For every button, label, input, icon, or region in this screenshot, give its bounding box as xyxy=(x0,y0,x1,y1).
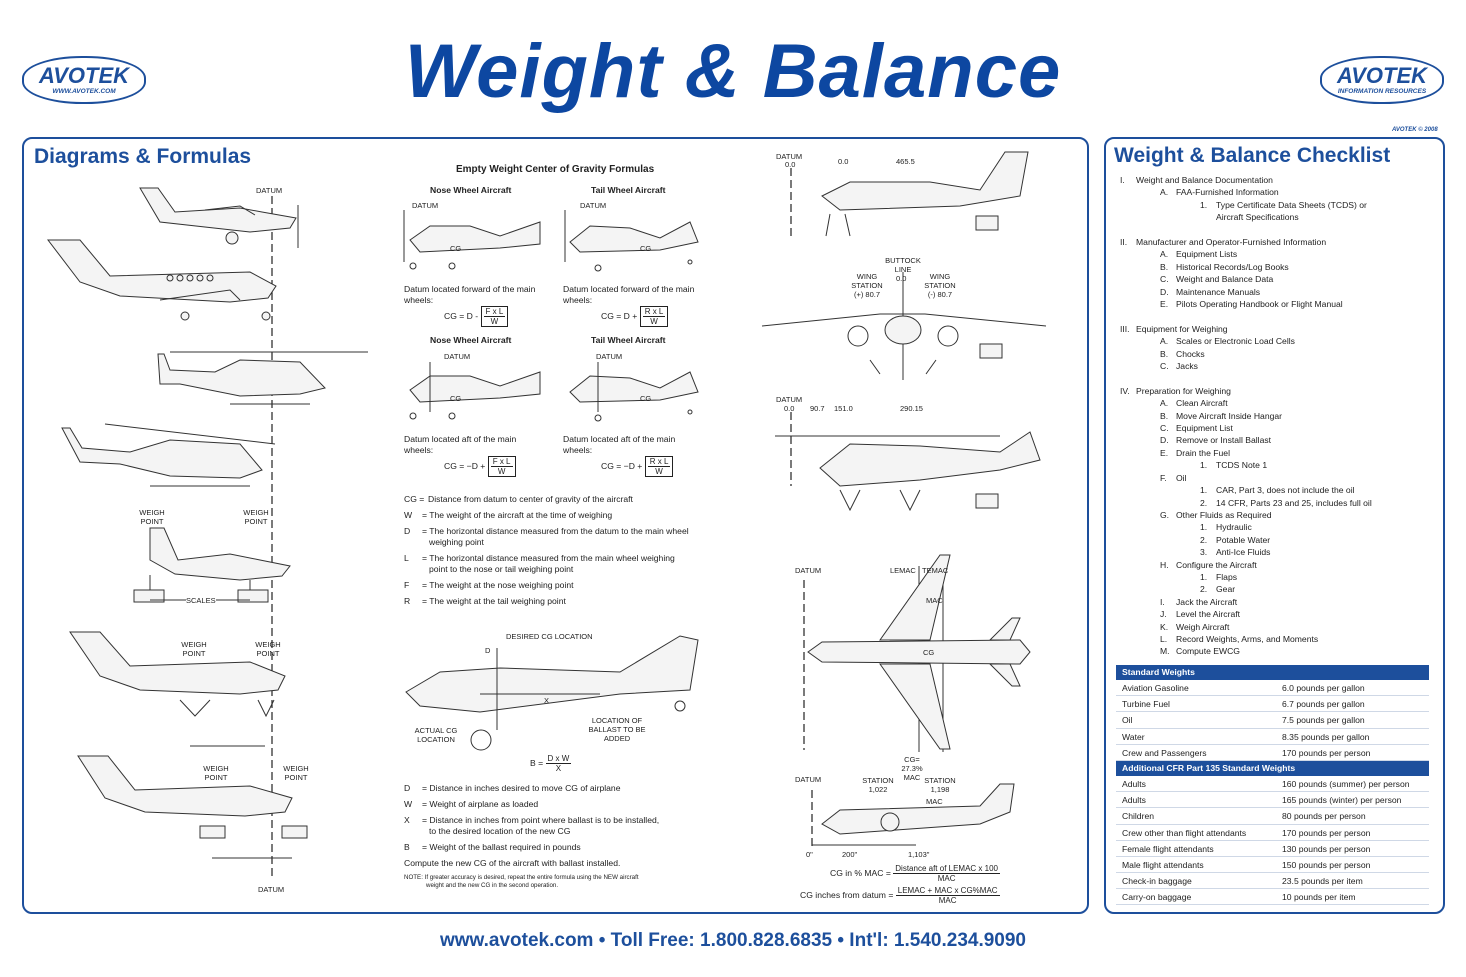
checklist-item xyxy=(1120,509,1440,521)
weight-value: 10 pounds per item xyxy=(1282,892,1356,903)
weights-table-row xyxy=(1116,712,1429,728)
checklist-item-text: Type Certificate Data Sheets (TCDS) or xyxy=(1216,199,1367,210)
nose-aft-formula: CG = −D + $\frac{\text{F x L}}{W}$ xyxy=(444,456,516,477)
wing-station-left: WING STATION (+) 80.7 xyxy=(851,272,883,299)
definition-row: W = Weight of airplane as loaded xyxy=(404,799,539,809)
axis-label: 200" xyxy=(842,850,858,859)
weight-value: 160 pounds (summer) per person xyxy=(1282,778,1410,789)
checklist-item-number: M. xyxy=(1160,646,1170,657)
cg-label: CG xyxy=(640,244,652,253)
ballast-location-label: LOCATION OF BALLAST TO BE ADDED xyxy=(588,716,646,743)
tail-aft-formula: CG = −D + $\frac{\text{R x L}}{W}$ xyxy=(601,456,673,477)
definition-row: point to the nose or tail weighing point xyxy=(429,564,574,574)
weights-table-row xyxy=(1116,696,1429,712)
checklist-item xyxy=(1120,174,1440,186)
weight-item: Adults xyxy=(1122,795,1146,806)
checklist-item-number: C. xyxy=(1160,361,1169,372)
checklist-item-text: Potable Water xyxy=(1216,534,1271,545)
copyright: AVOTEK © 2008 xyxy=(1392,127,1438,133)
checklist-item-number: 1. xyxy=(1200,199,1208,210)
checklist-item-number: 2. xyxy=(1200,497,1208,508)
checklist-item xyxy=(1120,645,1440,657)
tail-wheel-heading: Tail Wheel Aircraft xyxy=(591,335,666,345)
compute-note: Compute the new CG of the aircraft with ballast installed. xyxy=(404,858,621,868)
nose-wheel-heading: Nose Wheel Aircraft xyxy=(430,185,512,195)
mac-label: MAC xyxy=(926,797,943,806)
checklist-item xyxy=(1120,211,1440,223)
checklist-item xyxy=(1120,459,1440,471)
checklist-item xyxy=(1120,397,1440,409)
station-label: 0.0 xyxy=(785,160,796,169)
checklist-item-number: K. xyxy=(1160,621,1169,632)
station-label: 290.15 xyxy=(900,404,923,413)
checklist-item-number: C. xyxy=(1160,423,1169,434)
checklist-item xyxy=(1120,521,1440,533)
cg-label: CG xyxy=(450,394,462,403)
checklist-item-text: Anti-Ice Fluids xyxy=(1216,547,1271,558)
checklist-item-text: Equipment Lists xyxy=(1176,249,1238,260)
tail-fwd-formula: CG = D + $\frac{\text{R x L}}{W}$ xyxy=(601,306,668,327)
checklist-item xyxy=(1120,261,1440,273)
weigh-point-label: WEIGH POINT xyxy=(203,764,229,782)
checklist-item-number: A. xyxy=(1160,398,1169,409)
checklist-item xyxy=(1120,199,1440,211)
checklist-item-number: D. xyxy=(1160,286,1169,297)
checklist-item-number: L. xyxy=(1160,633,1168,644)
checklist-item-text: Record Weights, Arms, and Moments xyxy=(1176,633,1319,644)
weight-value: 170 pounds per person xyxy=(1282,827,1371,838)
taildragger-on-scales-illustration xyxy=(134,528,290,602)
cg-label: CG xyxy=(450,244,462,253)
helicopter-illustration xyxy=(62,424,275,486)
tail-wheel-heading: Tail Wheel Aircraft xyxy=(591,185,666,195)
checklist-item-number: A. xyxy=(1160,249,1169,260)
weights-table-row xyxy=(1116,857,1429,873)
tail-wheel-aircraft-illustration xyxy=(570,362,698,421)
checklist-item xyxy=(1120,497,1440,509)
datum-label: DATUM xyxy=(776,152,803,161)
checklist-item-text: Move Aircraft Inside Hangar xyxy=(1176,410,1283,421)
station-label: 90.7 xyxy=(810,404,825,413)
diagrams-title: Diagrams & Formulas xyxy=(34,145,252,168)
definitions-list xyxy=(404,494,724,612)
checklist-item-text: Remove or Install Ballast xyxy=(1176,435,1272,446)
checklist-item-number: B. xyxy=(1160,410,1169,421)
checklist-item-number: III. xyxy=(1120,323,1130,334)
fwd-datum-text: Datum located forward of the main wheels: xyxy=(404,284,536,305)
weight-item: Crew and Passengers xyxy=(1122,747,1207,758)
weigh-point-label: WEIGH POINT xyxy=(243,508,269,526)
weight-item: Male flight attendants xyxy=(1122,859,1204,870)
checklist-item-number: A. xyxy=(1160,187,1169,198)
weights-table-row xyxy=(1116,808,1429,824)
definition-row: F = The weight at the nose weighing point xyxy=(404,580,574,590)
checklist-item-text: Configure the Aircraft xyxy=(1176,559,1257,570)
checklist-item-number: 1. xyxy=(1200,485,1208,496)
checklist-item-text: Maintenance Manuals xyxy=(1176,286,1261,297)
checklist-item xyxy=(1120,434,1440,446)
station-label: 465.5 xyxy=(896,157,915,166)
weight-item: Water xyxy=(1122,731,1145,742)
checklist-item-text: Preparation for Weighing xyxy=(1136,385,1231,396)
nose-wheel-aircraft-illustration xyxy=(410,362,540,419)
standard-weights-header: Standard Weights xyxy=(1116,665,1429,680)
nose-fwd-formula: CG = D - $\frac{\text{F x L}}{W}$ xyxy=(444,306,508,327)
checklist-item-text: Other Fluids as Required xyxy=(1176,509,1272,520)
checklist-item-number: IV. xyxy=(1120,385,1130,396)
definition-row: D = Distance in inches desired to move CG of airplane xyxy=(404,783,621,793)
checklist-item xyxy=(1120,608,1440,620)
cg-percent-label: CG= 27.3% MAC xyxy=(901,755,923,782)
weight-item: Check-in baggage xyxy=(1122,876,1192,887)
jet-top-view-illustration xyxy=(804,555,1030,752)
checklist-item-number: I. xyxy=(1160,596,1165,607)
ballast-formula: B = $\frac{\text{D x W}}{X}$ xyxy=(530,754,570,773)
weigh-point-label: WEIGH POINT xyxy=(181,640,207,658)
datum-label-top: DATUM xyxy=(256,186,283,195)
station-label: 151.0 xyxy=(834,404,853,413)
checklist-item xyxy=(1120,559,1440,571)
checklist-item-text: 14 CFR, Parts 23 and 25, includes full oil xyxy=(1216,497,1372,508)
nose-wheel-heading: Nose Wheel Aircraft xyxy=(430,335,512,345)
checklist-item-text: Weight and Balance Data xyxy=(1176,274,1274,285)
lemac-label: LEMAC xyxy=(890,566,916,575)
station-1022-label: STATION 1,022 xyxy=(862,776,894,794)
cg-label: CG xyxy=(923,648,935,657)
definition-row: W = The weight of the aircraft at the time of weighing xyxy=(404,510,613,520)
checklist-item-number: B. xyxy=(1160,348,1169,359)
nose-wheel-aircraft-illustration xyxy=(404,210,540,269)
cg-percent-mac-formula: CG in % MAC = $\frac{\text{Distance aft of LEMAC x 100}}{\text{MAC}}$ xyxy=(830,864,998,883)
checklist-item xyxy=(1120,484,1440,496)
weight-value: 165 pounds (winter) per person xyxy=(1282,795,1402,806)
twin-turboprop-aircraft-illustration xyxy=(48,240,276,320)
checklist-item-text: Chocks xyxy=(1176,348,1205,359)
checklist-item xyxy=(1120,236,1440,248)
checklist-item-text: FAA-Furnished Information xyxy=(1176,187,1279,198)
checklist-item-text: Compute EWCG xyxy=(1176,646,1240,657)
weigh-point-label: WEIGH POINT xyxy=(139,508,165,526)
weights-table-row xyxy=(1116,792,1429,808)
weight-value: 150 pounds per person xyxy=(1282,859,1371,870)
checklist-item xyxy=(1120,335,1440,347)
checklist-item xyxy=(1120,447,1440,459)
checklist-item xyxy=(1120,596,1440,608)
tail-wheel-aircraft-illustration xyxy=(565,210,698,271)
weights-table-row xyxy=(1116,729,1429,745)
checklist-item xyxy=(1120,286,1440,298)
axis-label: 0" xyxy=(806,850,813,859)
checklist-item-text: Pilots Operating Handbook or Flight Manual xyxy=(1176,299,1343,310)
weight-item: Carry-on baggage xyxy=(1122,892,1192,903)
logo-name: AVOTEK xyxy=(38,63,130,88)
aircraft-front-view-illustration xyxy=(762,272,1046,380)
checklist-item-text: Equipment for Weighing xyxy=(1136,323,1228,334)
checklist-item-text: Scales or Electronic Load Cells xyxy=(1176,336,1295,347)
checklist-item-text: Aircraft Specifications xyxy=(1216,212,1299,223)
checklist-item xyxy=(1120,224,1440,236)
station-1198-label: STATION 1,198 xyxy=(924,776,956,794)
weight-value: 23.5 pounds per item xyxy=(1282,876,1363,887)
checklist-item xyxy=(1120,571,1440,583)
datum-label: DATUM xyxy=(580,201,607,210)
checklist-item xyxy=(1120,348,1440,360)
buttock-line-label: BUTTOCK LINE xyxy=(885,256,921,274)
checklist-item xyxy=(1120,385,1440,397)
checklist-item-text: Weigh Aircraft xyxy=(1176,621,1230,632)
checklist-item-number: B. xyxy=(1160,261,1169,272)
weights-table-row xyxy=(1116,889,1429,905)
checklist-item-number: J. xyxy=(1160,609,1167,620)
checklist-item-text: Oil xyxy=(1176,472,1187,483)
definition-row: CG = Distance from datum to center of gravity of the aircraft xyxy=(404,494,633,504)
checklist-item-text: Clean Aircraft xyxy=(1176,398,1228,409)
twin-turboprop-on-scales-illustration xyxy=(78,756,307,858)
checklist-item xyxy=(1120,360,1440,372)
checklist-item-number: C. xyxy=(1160,274,1169,285)
checklist-item-text: Level the Aircraft xyxy=(1176,609,1241,620)
standard-weights-rows xyxy=(1116,680,1429,761)
checklist-item xyxy=(1120,422,1440,434)
weight-item: Children xyxy=(1122,811,1155,822)
checklist-item xyxy=(1120,633,1440,645)
checklist-item-number: 2. xyxy=(1200,584,1208,595)
checklist-item-number: G. xyxy=(1160,509,1170,520)
weights-table-row xyxy=(1116,825,1429,841)
checklist-item xyxy=(1120,273,1440,285)
checklist-item-number: H. xyxy=(1160,559,1169,570)
twin-turboprop-on-jacks-illustration xyxy=(70,632,285,746)
checklist-item-text: Flaps xyxy=(1216,571,1238,582)
weight-item: Oil xyxy=(1122,715,1133,726)
checklist-item-number: I. xyxy=(1120,175,1125,185)
axis-label: 1,103" xyxy=(908,850,930,859)
desired-cg-label: DESIRED CG LOCATION xyxy=(506,632,593,641)
datum-label: DATUM xyxy=(795,775,822,784)
checklist-item-text: Jacks xyxy=(1176,361,1198,372)
footer-contact: www.avotek.com • Toll Free: 1.800.828.6835 • Int'l: 1.540.234.9090 xyxy=(439,930,1026,951)
weight-value: 80 pounds per person xyxy=(1282,811,1366,822)
helicopter-on-jacks-illustration xyxy=(775,412,1040,510)
part135-weights-header: Additional CFR Part 135 Standard Weights xyxy=(1116,761,1429,776)
weights-table-row xyxy=(1116,745,1429,761)
weight-value: 170 pounds per person xyxy=(1282,747,1371,758)
checklist-item xyxy=(1120,372,1440,384)
buttock-line-value: 0.0 xyxy=(896,274,907,283)
weight-value: 130 pounds per person xyxy=(1282,843,1371,854)
weight-item: Adults xyxy=(1122,778,1146,789)
weight-item: Turbine Fuel xyxy=(1122,699,1170,710)
checklist-item-number: F. xyxy=(1160,472,1167,483)
mac-label: MAC xyxy=(926,596,943,605)
weigh-point-label: WEIGH POINT xyxy=(283,764,309,782)
checklist-item-text: CAR, Part 3, does not include the oil xyxy=(1216,485,1355,496)
datum-label: DATUM xyxy=(596,352,623,361)
weight-value: 6.7 pounds per gallon xyxy=(1282,699,1365,710)
checklist-item-text: Manufacturer and Operator-Furnished Information xyxy=(1136,237,1327,248)
weight-item: Crew other than flight attendants xyxy=(1122,827,1247,838)
checklist-item xyxy=(1120,310,1440,322)
weight-value: 6.0 pounds per gallon xyxy=(1282,683,1365,693)
checklist-item-text: TCDS Note 1 xyxy=(1216,460,1268,471)
logo-url: WWW.AVOTEK.COM xyxy=(52,88,116,95)
weight-item: Female flight attendants xyxy=(1122,843,1214,854)
checklist-items xyxy=(1120,174,1440,658)
page-title: Weight & Balance xyxy=(404,29,1062,114)
checklist-item-number: 1. xyxy=(1200,522,1208,533)
weights-table-row xyxy=(1116,680,1429,696)
actual-cg-label: ACTUAL CG LOCATION xyxy=(414,726,458,744)
ewcg-title: Empty Weight Center of Gravity Formulas xyxy=(456,164,655,175)
cg-inches-formula: CG inches from datum = $\frac{\text{LEMAC + MAC x CG\%MAC}}{\text{MAC}}$ xyxy=(800,886,998,905)
checklist-item-text: Historical Records/Log Books xyxy=(1176,261,1289,272)
checklist-item-text: Jack the Aircraft xyxy=(1176,596,1238,607)
checklist-item xyxy=(1120,410,1440,422)
checklist-item-number: A. xyxy=(1160,336,1169,347)
fwd-datum-text: Datum located forward of the main wheels: xyxy=(563,284,695,305)
checklist-item-text: Gear xyxy=(1216,584,1236,595)
checklist-item xyxy=(1120,583,1440,595)
single-engine-aircraft-illustration xyxy=(140,188,298,248)
helicopter-illustration xyxy=(158,352,368,404)
station-label: 0.0 xyxy=(784,404,795,413)
temac-label: TEMAC xyxy=(922,566,949,575)
datum-label: DATUM xyxy=(795,566,822,575)
regional-aircraft-illustration xyxy=(812,784,1014,850)
ballast-x-label: X xyxy=(544,696,550,705)
logo-tagline: INFORMATION RESOURCES xyxy=(1337,88,1427,95)
checklist-item-text: Hydraulic xyxy=(1216,522,1252,533)
wing-station-right: WING STATION (-) 80.7 xyxy=(924,272,956,299)
checklist-item xyxy=(1120,323,1440,335)
logo-name: AVOTEK xyxy=(1336,63,1428,88)
checklist-item-number: 1. xyxy=(1200,571,1208,582)
weight-item: Aviation Gasoline xyxy=(1122,683,1189,693)
weigh-point-label: WEIGH POINT xyxy=(255,640,281,658)
weights-table-row xyxy=(1116,873,1429,889)
cg-label: CG xyxy=(640,394,652,403)
weights-table-row xyxy=(1116,776,1429,792)
checklist-title: Weight & Balance Checklist xyxy=(1114,144,1391,167)
datum-label: DATUM xyxy=(444,352,471,361)
checklist-item xyxy=(1120,546,1440,558)
accuracy-note-2: weight and the new CG in the second operation. xyxy=(426,882,559,889)
datum-label-bottom: DATUM xyxy=(258,885,285,894)
checklist-item-number: D. xyxy=(1160,435,1169,446)
weight-value: 7.5 pounds per gallon xyxy=(1282,715,1365,726)
checklist-item-number: E. xyxy=(1160,299,1169,310)
scales-label: SCALES xyxy=(186,596,216,605)
weights-table-row xyxy=(1116,841,1429,857)
aft-datum-text: Datum located aft of the main wheels: xyxy=(563,434,676,455)
checklist-item-number: 1. xyxy=(1200,460,1208,471)
definition-row: R = The weight at the tail weighing point xyxy=(404,596,566,606)
checklist-item-number: E. xyxy=(1160,447,1169,458)
checklist-item xyxy=(1120,248,1440,260)
checklist-item-number: 2. xyxy=(1200,534,1208,545)
datum-label: DATUM xyxy=(776,395,803,404)
weight-value: 8.35 pounds per gallon xyxy=(1282,731,1370,742)
definition-row: to the desired location of the new CG xyxy=(429,826,571,836)
checklist-item-number: 3. xyxy=(1200,547,1208,558)
checklist-item xyxy=(1120,534,1440,546)
definition-row: D = The horizontal distance measured from the datum to the main wheel xyxy=(404,526,689,536)
definition-row: L = The horizontal distance measured from the main wheel weighing xyxy=(404,553,675,563)
checklist-item xyxy=(1120,186,1440,198)
accuracy-note: NOTE: If greater accuracy is desired, repeat the entire formula using the NEW aircraft xyxy=(404,874,639,881)
aft-datum-text: Datum located aft of the main wheels: xyxy=(404,434,517,455)
checklist-item-text: Equipment List xyxy=(1176,423,1233,434)
definition-row: weighing point xyxy=(429,537,484,547)
part135-weights-rows xyxy=(1116,776,1429,906)
checklist-item xyxy=(1120,621,1440,633)
checklist-item xyxy=(1120,472,1440,484)
definition-row: X = Distance in inches from point where ballast is to be installed, xyxy=(404,815,660,825)
station-label: 0.0 xyxy=(838,157,849,166)
checklist-item-number: II. xyxy=(1120,237,1128,248)
checklist-item-text: Drain the Fuel xyxy=(1176,447,1230,458)
checklist-item-text: Weight and Balance Documentation xyxy=(1136,175,1273,185)
ballast-d-label: D xyxy=(485,646,491,655)
datum-label: DATUM xyxy=(412,201,439,210)
standard-weights-table xyxy=(1116,665,1429,905)
ballast-definitions xyxy=(404,783,724,890)
checklist-item xyxy=(1120,298,1440,310)
definition-row: B = Weight of the ballast required in pounds xyxy=(404,842,581,852)
